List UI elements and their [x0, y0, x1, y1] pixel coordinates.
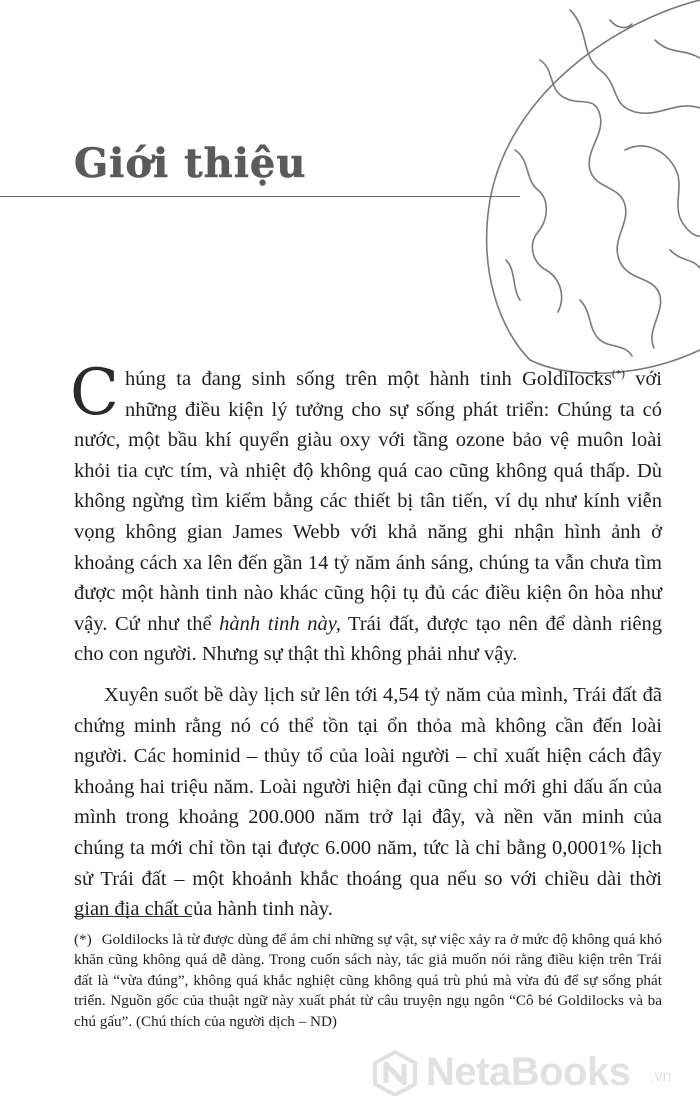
netabooks-logo-icon: [372, 1050, 418, 1096]
paragraph-1-part-a: húng ta đang sinh sống trên một hành tinh Goldilocks: [124, 368, 613, 390]
paragraph-1: [70, 356, 663, 670]
chapter-title: Giới thiệu: [74, 140, 307, 187]
footnote-reference: (*): [612, 368, 625, 381]
watermark: [372, 1046, 690, 1102]
title-underline: [0, 196, 520, 197]
footnote-divider: [74, 916, 192, 917]
watermark-brand: NetaBooks: [426, 1050, 631, 1094]
drop-cap: C: [70, 356, 119, 430]
footnote: [74, 930, 662, 1032]
main-text: [70, 356, 663, 925]
globe-outline-icon: [420, 0, 700, 380]
watermark-suffix: .vn: [650, 1068, 672, 1085]
footnote-marker: (*): [74, 931, 92, 948]
paragraph-1-italic: hành tinh này,: [219, 612, 341, 635]
paragraph-2: Xuyên suốt bề dày lịch sử lên tới 4,54 tỷ năm của mình, Trái đất đã chứng minh rằng nó có thể tồn tại ổn thỏa mà không cần đến loài người. Các hominid – thủy tổ của loài người – chỉ xuất hiện cách đây khoảng hai triệu năm. Loài người hiện đại cũng chỉ mới ghi dấu ấn của mình trong khoảng 200.000 năm trở lại đây, và nền văn minh của chúng ta mới chỉ tồn tại được 6.000 năm, tức là chỉ bằng 0,0001% lịch sử Trái đất – một khoảnh khắc thoáng qua nếu so với chiều dài thời gian địa chất của hành tinh này.: [74, 683, 662, 921]
paragraph-1-part-c: Trái đất, được tạo nên để dành riêng cho con người. Nhưng sự thật thì không phải như vậy.: [74, 612, 662, 666]
paragraph-1-part-b: với những điều kiện lý tưởng cho sự sống phát triển: Chúng ta có nước, một bầu khí quyển giàu oxy với tầng ozone bảo vệ muôn loài khỏi tia cực tím, và nhiệt độ không quá cao cũng không quá thấp. Dù không ngừng tìm kiếm bằng các thiết bị tân tiến, ví dụ như kính viễn vọng không gian James Webb với khả năng ghi nhận hình ảnh ở khoảng cách xa lên đến gần 14 tỷ năm ánh sáng, chúng ta vẫn chưa tìm được một hành tinh nào khác cũng hội tụ đủ các điều kiện ôn hòa như vậy. Cứ như thể: [74, 368, 663, 635]
footnote-text: Goldilocks là từ được dùng để ám chỉ những sự vật, sự việc xảy ra ở mức độ không quá khó khăn cũng không quá dễ dàng. Trong cuốn sách này, tác giả muốn nói rằng điều kiện trên Trái đất là “vừa đúng”, không quá khắc nghiệt cũng không quá trù phú mà vừa đủ để sự sống phát triển. Nguồn gốc của thuật ngữ này xuất phát từ câu truyện ngụ ngôn “Cô bé Goldilocks và ba chú gấu”. (Chú thích của người dịch – ND): [74, 931, 662, 1030]
